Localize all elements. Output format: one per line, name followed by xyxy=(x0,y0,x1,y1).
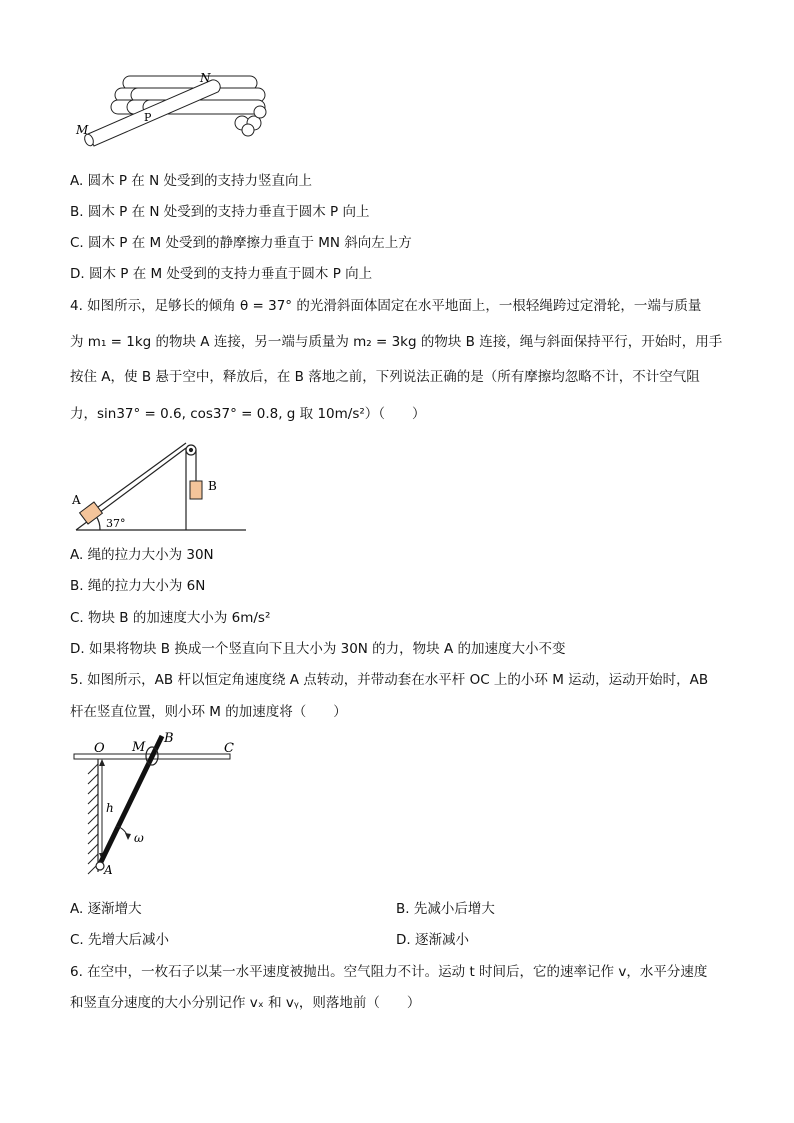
block-a-label: A xyxy=(72,493,81,507)
q4-option-d: D. 如果将物块 B 换成一个竖直向下且大小为 30N 的力，物块 A 的加速度大小不变 xyxy=(70,641,566,657)
label-omega: ω xyxy=(134,831,144,845)
label-c: C xyxy=(224,741,234,756)
q5-stem-line-1: 5. 如图所示，AB 杆以恒定角速度绕 A 点转动，并带动套在水平杆 OC 上的小环 M 运动，运动开始时，AB xyxy=(70,672,709,688)
q4-option-a: A. 绳的拉力大小为 30N xyxy=(70,547,214,563)
rotating-rod-figure xyxy=(70,730,250,890)
q5-option-a: A. 逐渐增大 xyxy=(70,901,142,917)
q4-stem-line-4: 力，sin37° = 0.6, cos37° = 0.8, g 取 10m/s²）（ ） xyxy=(70,406,426,422)
incline-figure xyxy=(70,438,250,538)
q5-option-d: D. 逐渐减小 xyxy=(396,932,469,948)
q3-option-c: C. 圆木 P 在 M 处受到的静摩擦力垂直于 MN 斜向左上方 xyxy=(70,235,412,251)
block-b-label: B xyxy=(208,479,217,493)
label-m: M xyxy=(132,740,146,755)
q3-option-b: B. 圆木 P 在 N 处受到的支持力垂直于圆木 P 向上 xyxy=(70,204,370,220)
label-m: M xyxy=(76,123,89,137)
q5-option-b: B. 先减小后增大 xyxy=(396,901,495,917)
q4-option-c: C. 物块 B 的加速度大小为 6m/s² xyxy=(70,610,271,626)
q6-stem-line-2: 和竖直分速度的大小分别记作 vₓ 和 vᵧ，则落地前（ ） xyxy=(70,995,421,1011)
logs-figure xyxy=(72,68,272,150)
q5-stem-line-2: 杆在竖直位置，则小环 M 的加速度将（ ） xyxy=(70,704,347,720)
label-h: h xyxy=(106,801,114,815)
q6-stem-line-1: 6. 在空中，一枚石子以某一水平速度被抛出。空气阻力不计。运动 t 时间后，它的速率记作 v，水平分速度 xyxy=(70,964,708,980)
q3-option-a: A. 圆木 P 在 N 处受到的支持力竖直向上 xyxy=(70,173,312,189)
q3-option-d: D. 圆木 P 在 M 处受到的支持力垂直于圆木 P 向上 xyxy=(70,266,373,282)
q4-stem-line-1: 4. 如图所示，足够长的倾角 θ = 37° 的光滑斜面体固定在水平地面上，一根轻绳跨过定滑轮，一端与质量 xyxy=(70,298,702,314)
q4-option-b: B. 绳的拉力大小为 6N xyxy=(70,578,206,594)
angle-label: 37° xyxy=(106,517,126,530)
q5-option-c: C. 先增大后减小 xyxy=(70,932,170,948)
label-a: A xyxy=(104,863,113,877)
q4-stem-line-3: 按住 A，使 B 悬于空中，释放后，在 B 落地之前，下列说法正确的是（所有摩擦均忽略不计，不计空气阻 xyxy=(70,369,700,385)
label-o: O xyxy=(94,741,105,756)
label-n: N xyxy=(200,71,211,85)
label-p: P xyxy=(144,111,152,124)
label-b: B xyxy=(164,731,174,746)
q4-stem-line-2: 为 m₁ = 1kg 的物块 A 连接，另一端与质量为 m₂ = 3kg 的物块 B 连接，绳与斜面保持平行，开始时，用手 xyxy=(70,334,723,350)
